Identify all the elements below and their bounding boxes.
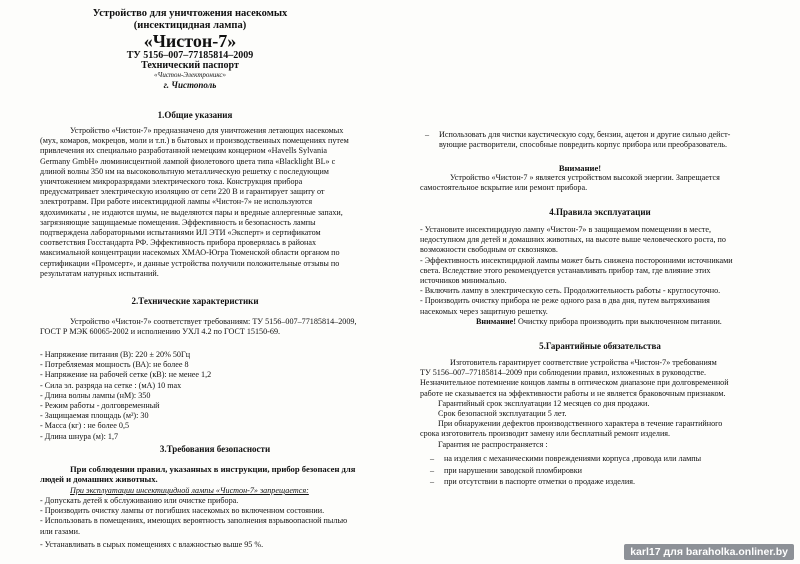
attention-line: самостоятельное вскрытие или ремонт прибора.	[420, 183, 588, 193]
section3-title: 3.Требования безопасности	[159, 444, 271, 454]
section4-line: - Эффективность инсектицидной лампы может быть снижена посторонними источниками	[420, 255, 733, 265]
section5-line: Гарантийный срок эксплуатации 12 месяцев со дня продажи.	[438, 398, 650, 408]
spec-item: - Длина волны лампы (нМ): 350	[40, 390, 151, 400]
spec-item: - Длина шнура (м): 1,7	[40, 431, 119, 441]
prohibited-item: - Использовать в помещениях, имеющих вероятность заполнения взрывоопасной пылью	[40, 516, 348, 526]
spec-item: - Режим работы - долговременный	[40, 401, 160, 411]
section2-intro-line: ГОСТ Р МЭК 60065-2002 и исполнению УХЛ 4.2 по ГОСТ 15150-69.	[40, 327, 281, 337]
section1-line: сертификации «Промсерт», и данные устройства получили положительные отзывы по	[40, 258, 340, 268]
spec-item: - Масса (кг) : не более 0,5	[40, 421, 130, 431]
exclusion-item	[430, 453, 760, 465]
section1-line: подтверждена лабораторными испытаниями ИЛ ЭТИ «Эксперт» и сертификатом	[40, 228, 321, 238]
section1-line: уничтожением микроразрядами электрического тока. Конструкция прибора	[40, 177, 303, 187]
exclusion-text: на изделия с механическими повреждениями корпуса ,провода или лампы	[444, 454, 702, 463]
section1-line: привлечения их специально разработанной немецким концерном «Havells Sylvania	[40, 146, 327, 156]
doc-title-line1: Устройство для уничтожения насекомых	[92, 8, 288, 19]
passport-title: Технический паспорт	[141, 60, 239, 71]
section1-line: результатам натурных испытаний.	[40, 268, 159, 278]
prohibited-list	[40, 496, 400, 550]
section5-line: При обнаружении дефектов производственного характера в течение гарантийного	[438, 419, 723, 429]
attention-line: Устройство «Чистон-7 » является устройством высокой энергии. Запрещается	[450, 173, 720, 182]
section1-line: максимальной концентрации насекомых ХМАО-Югра Тюменской области органом по	[40, 248, 340, 258]
section5-line: Изготовитель гарантирует соответствие устройства «Чистон-7» требованиям	[450, 358, 717, 367]
section5-body	[420, 358, 780, 450]
exclusion-list	[430, 453, 760, 488]
section4-line: - Включить лампу в электрическую сеть. Продолжительность работы - круглосуточно.	[420, 286, 721, 296]
prohibited-heading: При эксплуатации инсектицидной лампы «Чистон-7» запрещается:	[70, 486, 309, 495]
section5-line: ТУ 5156–007–77185814–2009 при соблюдении правил, изложенных в руководстве.	[420, 368, 707, 378]
section1-body	[40, 126, 395, 279]
section4-line: - Производить очистку прибора не реже одного раза в два дня, путем вытряхивания	[420, 296, 710, 306]
section1-line: Устройство «Чистон-7» предназначено для уничтожения летающих насекомых	[70, 126, 344, 135]
prohibited-item-cont	[425, 130, 790, 140]
section1-line: (мух, комаров, мокрецов, моли и т.п.) в бытовых и производственных помещениях путем	[40, 136, 349, 146]
exclusion-item	[430, 465, 760, 477]
section4-line: возможности свободным от сквозняков.	[420, 245, 558, 255]
section5-line: срока изготовитель производит замену или бесплатный ремонт изделия.	[420, 429, 671, 439]
section1-line: предусматривает электрическую изоляцию от сети 220 В и гарантирует защиту от	[40, 187, 325, 197]
tu-number: ТУ 5156–007–77185814–2009	[126, 50, 254, 61]
section4-attention-text: Очистку прибора производить при выключенном питании.	[518, 316, 722, 326]
section5-line: работе не сказывается на эффективности работы и не является браковочным признаком.	[420, 388, 726, 398]
exclusion-text: при отсутствии в паспорте отметки о продаже изделия.	[444, 477, 635, 486]
prohibited-item: - Устанавливать в сырых помещениях с влажностью выше 95 %.	[40, 539, 264, 549]
section4-title: 4.Правила эксплуатации	[549, 207, 651, 217]
section5-title: 5.Гарантийные обязательства	[539, 341, 661, 351]
safety-statement	[40, 464, 395, 484]
section4-line: света. Вследствие этого рекомендуется устанавливать прибор там, где влияние этих	[420, 265, 711, 275]
section5-line: Незначительное потемнение концов лампы в оптическом диапазоне при долговременной	[420, 378, 729, 388]
section4-line: насекомых через защитную решетку.	[420, 306, 548, 316]
section4-attention	[420, 317, 780, 327]
spec-list	[40, 350, 395, 442]
prohibited-item-cont-line: Использовать для чистки каустическую соду, бензин, ацетон и другие сильно дейст-	[439, 130, 731, 139]
prohibited-item: - Допускать детей к обслуживанию или очистке прибора.	[40, 496, 239, 505]
spec-item: - Защищаемая площадь (м²): 30	[40, 411, 149, 421]
watermark: karl17 для baraholka.onliner.by	[624, 544, 794, 560]
section2-intro	[40, 317, 395, 337]
section4-attention-label: Внимание!	[476, 316, 516, 326]
section3-continued	[425, 130, 790, 150]
section4-body	[420, 225, 780, 327]
prohibited-item: - Производить очистку лампы от погибших насекомых во включенном состоянии.	[40, 506, 325, 516]
spec-item: - Сила эл. разряда на сетке : (мА) 10 max	[40, 380, 182, 390]
section1-line: соответствия Госстандарта РФ. Эффективность прибора проверялась в районах	[40, 238, 317, 248]
product-name: «Чистон-7»	[143, 31, 237, 51]
doc-title-line2: (инсектицидная лампа)	[133, 20, 247, 31]
company-name: «Чистон-Электроникс»	[154, 71, 226, 79]
section1-line: загрязняющие защищаемые помещения. Эффективность и безопасность лампы	[40, 217, 316, 227]
attention-heading: Внимание!	[558, 163, 602, 173]
section5-line: Гарантия не распространяется :	[438, 439, 548, 449]
safety-statement-line: людей и домашних животных.	[40, 474, 158, 485]
spec-item: - Напряжение на рабочей сетке (кВ): не менее 1,2	[40, 370, 212, 380]
section1-line: длиной волны 350 нм на высоковольтную металлическую решетку с последующим	[40, 166, 329, 176]
safety-statement-line: При соблюдении правил, указанных в инструкции, прибор безопасен для	[70, 464, 356, 474]
section5-line: Срок безопасной эксплуатации 5 лет.	[438, 409, 567, 419]
city-name: г. Чистополь	[163, 80, 217, 90]
section1-line: ядохимикаты , не издаются шумы, не выделяются пары и вредные аллергенные запахи,	[40, 207, 343, 217]
section2-intro-line: Устройство «Чистон-7» соответствует требованиям: ТУ 5156–007–77185814–2009,	[70, 317, 357, 326]
section1-line: электротравм. При работе инсектицидной лампы «Чистон-7» не используются	[40, 197, 313, 207]
prohibited-item: или газами.	[40, 526, 81, 536]
section4-line: недоступном для детей и домашних животных, на высоте выше человеческого роста, по	[420, 235, 726, 245]
exclusion-item	[430, 476, 760, 488]
attention-body	[420, 173, 780, 193]
section4-line: - Установите инсектицидную лампу «Чистон-7» в защищаемом помещении в месте,	[420, 225, 712, 234]
spec-item: - Потребляемая мощность (ВА): не более 8	[40, 360, 189, 370]
exclusion-text: при нарушении заводской пломбировки	[444, 465, 583, 475]
prohibited-item-cont-line: вующие растворители, способные повредить корпус прибора или преобразователь.	[439, 140, 728, 150]
section1-title: 1.Общие указания	[157, 110, 233, 120]
section2-title: 2.Технические характеристики	[131, 296, 259, 306]
section4-line: источников минимально.	[420, 276, 507, 286]
section1-line: Germany GmbH» люминисцентной лампой фиолетового цвета типа «Blacklight BL» с	[40, 156, 336, 166]
spec-item: - Напряжение питания (В): 220 ± 20% 50Гц	[40, 350, 191, 359]
